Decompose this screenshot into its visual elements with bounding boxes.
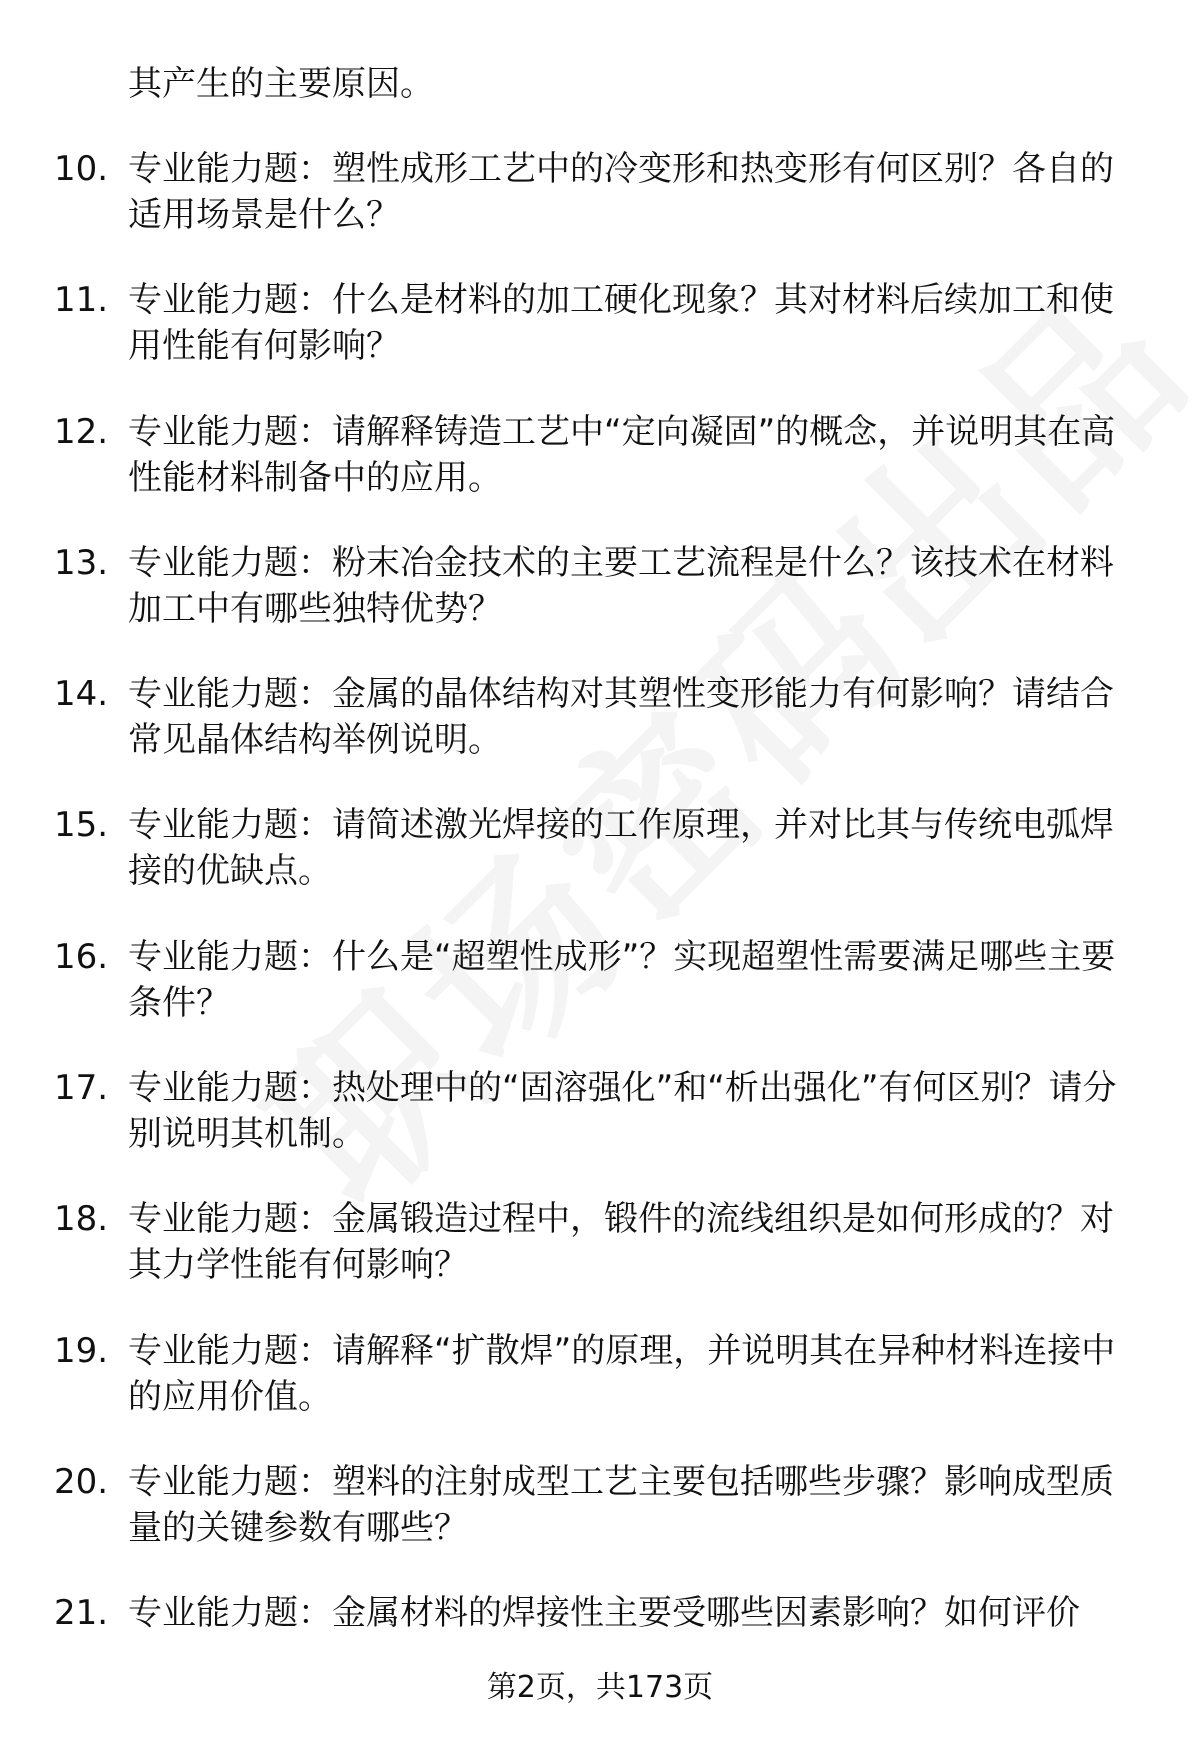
question-text: 专业能力题：请解释“扩散焊”的原理，并说明其在异种材料连接中的应用价值。	[128, 1330, 1116, 1417]
page-footer: 第2页，共173页	[486, 1670, 714, 1705]
question-item	[0, 409, 1200, 540]
question-text: 专业能力题：什么是“超塑性成形”？实现超塑性需要满足哪些主要条件？	[128, 936, 1116, 1023]
question-text: 专业能力题：请解释铸造工艺中“定向凝固”的概念，并说明其在高性能材料制备中的应用。	[128, 411, 1116, 498]
question-text: 专业能力题：什么是材料的加工硬化现象？其对材料后续加工和使用性能有何影响？	[128, 280, 1114, 367]
question-item	[0, 277, 1200, 408]
question-text: 专业能力题：金属的晶体结构对其塑性变形能力有何影响？请结合常见晶体结构举例说明。	[128, 674, 1114, 761]
question-number: 12.	[54, 411, 109, 452]
question-number: 10.	[54, 149, 109, 189]
question-number: 18.	[54, 1199, 109, 1240]
question-item	[0, 1459, 1200, 1590]
question-number: 21.	[54, 1593, 109, 1634]
continuation-text: 其产生的主要原因。	[128, 64, 434, 104]
question-item	[0, 802, 1200, 933]
question-text: 专业能力题：热处理中的“固溶强化”和“析出强化”有何区别？请分别说明其机制。	[128, 1068, 1117, 1155]
question-item	[0, 671, 1200, 802]
question-number: 16.	[54, 936, 109, 977]
question-text: 专业能力题：金属材料的焊接性主要受哪些因素影响？如何评价	[128, 1593, 1080, 1634]
question-text: 专业能力题：金属锻造过程中，锻件的流线组织是如何形成的？对其力学性能有何影响？	[128, 1199, 1114, 1286]
question-number: 13.	[54, 542, 109, 583]
question-item	[0, 540, 1200, 671]
question-number: 14.	[54, 674, 109, 715]
question-text: 专业能力题：请简述激光焊接的工作原理，并对比其与传统电弧焊接的优缺点。	[128, 805, 1114, 892]
question-item	[0, 146, 1200, 277]
question-item	[0, 1196, 1200, 1327]
question-list	[0, 146, 1200, 1722]
question-number: 20.	[54, 1461, 109, 1502]
question-number: 17.	[54, 1068, 109, 1109]
question-text: 专业能力题：粉末冶金技术的主要工艺流程是什么？该技术在材料加工中有哪些独特优势？	[128, 542, 1114, 629]
question-text: 专业能力题：塑性成形工艺中的冷变形和热变形有何区别？各自的适用场景是什么？	[128, 149, 1114, 235]
question-number: 15.	[54, 805, 109, 846]
question-item	[0, 1328, 1200, 1459]
question-item	[0, 1065, 1200, 1196]
question-number: 11.	[54, 280, 109, 321]
question-text: 专业能力题：塑料的注射成型工艺主要包括哪些步骤？影响成型质量的关键参数有哪些？	[128, 1461, 1114, 1548]
question-number: 19.	[54, 1330, 109, 1371]
question-item	[0, 934, 1200, 1065]
